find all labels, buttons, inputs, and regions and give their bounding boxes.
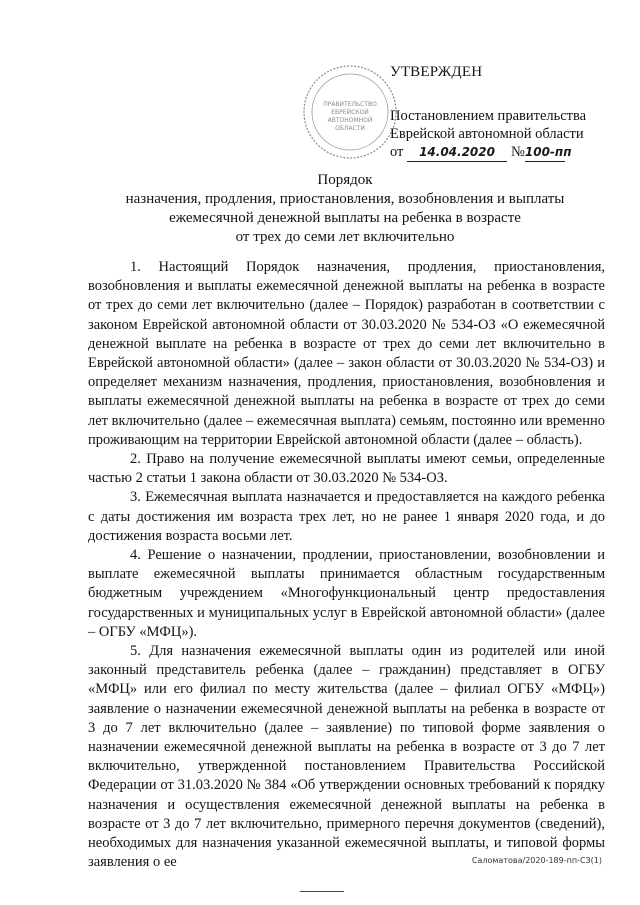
paragraph-4: 4. Решение о назначении, продлении, приостановлении, возобновлении и выплате ежемесячной выплаты принимается областным государственным бюджетным учреждением «Многофункциональный центр предоставления государственных и муниципальных услуг в Еврейской автономной области» (далее – ОГБУ «МФЦ»).	[88, 547, 605, 640]
svg-text:ЕВРЕЙСКОЙ: ЕВРЕЙСКОЙ	[331, 109, 369, 116]
doc-subtitle-line2: ежемесячной денежной выплаты на ребенка в возрасте	[169, 210, 521, 226]
approval-resolution: Постановлением правительства	[390, 108, 587, 124]
paragraph-5: 5. Для назначения ежемесячной выплаты один из родителей или иной законный представитель ребенка (далее – гражданин) представляет в ОГБУ «МФЦ» или его филиал по месту жительства (далее – филиал ОГБУ «МФЦ») заявление о назначении ежемесячной денежной выплаты на ребенка в возрасте от 3 до 7 лет включительно (далее – заявление) по типовой форме заявления о назначении ежемесячной денежной выплаты на ребенка в возрасте от 3 до 7 лет включительно, утвержденной постановлением Правительства Российской Федерации от 31.03.2020 № 384 «Об утверждении основных требований к порядку назначения и осуществления ежемесячной денежной выплаты на ребенка в возрасте от 3 до 7 лет включительно, примерного перечня документов (сведений), необходимых для назначения указанной ежемесячной выплаты, и типовой формы заявления о ее	[88, 643, 605, 871]
approved-heading: УТВЕРЖДЕН	[390, 64, 483, 80]
doc-subtitle-line1: назначения, продления, приостановления, возобновления и выплаты	[125, 191, 565, 207]
from-label: от	[390, 144, 404, 160]
svg-text:АВТОНОМНОЙ: АВТОНОМНОЙ	[327, 117, 373, 124]
approval-number: 100-пп	[525, 143, 565, 162]
paragraph-2: 2. Право на получение ежемесячной выплаты имеют семьи, определенные частью 2 статьи 1 закона области от 30.03.2020 № 534-ОЗ.	[88, 451, 605, 487]
svg-text:ОБЛАСТИ: ОБЛАСТИ	[335, 125, 365, 132]
approval-region: Еврейской автономной области	[390, 126, 584, 142]
bottom-divider	[300, 891, 344, 892]
approval-block	[390, 107, 586, 162]
paragraph-3: 3. Ежемесячная выплата назначается и предоставляется на каждого ребенка с даты достижения им возраста трех лет, но не ранее 1 января 2020 года, и до достижения возраста восьми лет.	[88, 489, 605, 544]
approval-date: 14.04.2020	[407, 143, 507, 162]
number-label: №	[511, 144, 525, 160]
seal-stamp	[300, 62, 400, 162]
paragraph-1: 1. Настоящий Порядок назначения, продления, приостановления, возобновления и выплаты ежемесячной денежной выплаты на ребенка в возрасте от трех до семи лет включительно (далее – Порядок) разработан в соответствии с законом Еврейской автономной области от 30.03.2020 № 534-ОЗ «О ежемесячной денежной выплате на ребенка в возрасте от трех до семи лет включительно в Еврейской автономной области» (далее – закон области от 30.03.2020 № 534-ОЗ) и определяет механизм назначения, продления, приостановления, возобновления и выплаты ежемесячной денежной выплаты на ребенка в возрасте от трех до семи лет включительно (далее – ежемесячная выплата) семьям, постоянно или временно проживающим на территории Еврейской автономной области (далее – область).	[88, 259, 605, 448]
svg-text:ПРАВИТЕЛЬСТВО: ПРАВИТЕЛЬСТВО	[323, 101, 377, 108]
footer-reference: Саломатова/2020-189-пп-СЗ(1)	[471, 856, 602, 865]
approval-date-line	[390, 143, 586, 162]
doc-title: Порядок	[317, 172, 373, 188]
doc-subtitle-line3: от трех до семи лет включительно	[235, 229, 455, 245]
document-body	[88, 258, 605, 873]
